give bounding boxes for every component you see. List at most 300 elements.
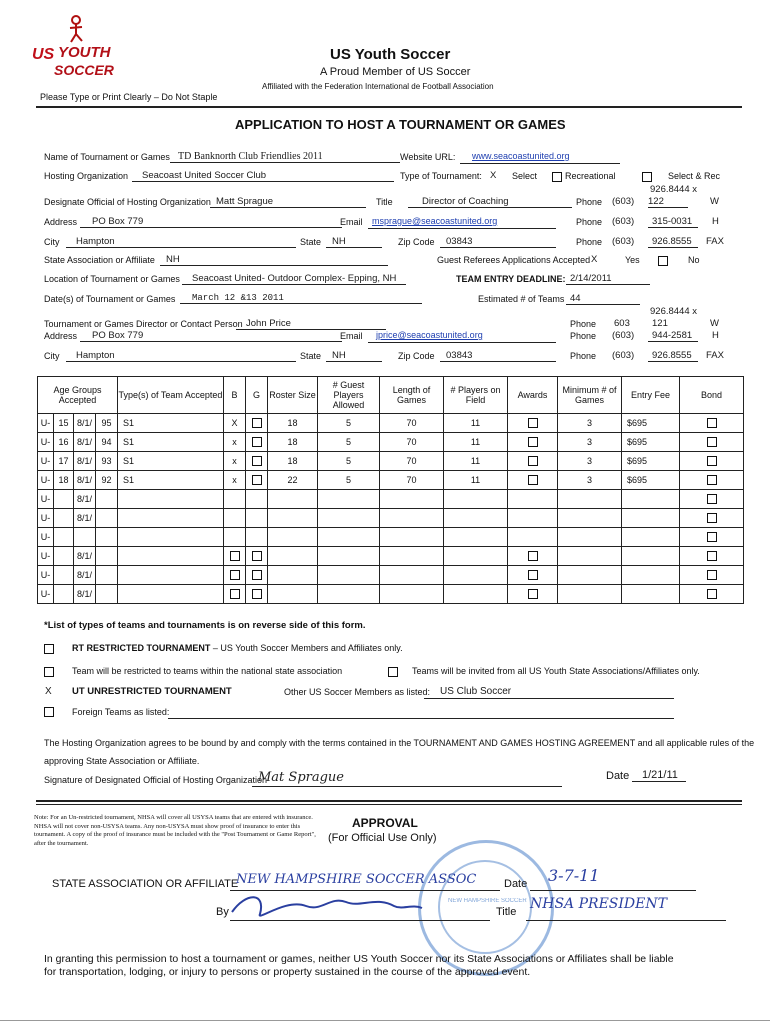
- cell-boys[interactable]: [224, 509, 246, 528]
- checkbox[interactable]: [528, 456, 538, 466]
- org-name: US Youth Soccer: [330, 46, 451, 63]
- est-teams-field[interactable]: 44: [566, 293, 640, 305]
- cell-age[interactable]: 17: [54, 452, 74, 471]
- cell-age[interactable]: [54, 490, 74, 509]
- checkbox[interactable]: [528, 570, 538, 580]
- checkbox[interactable]: [707, 551, 717, 561]
- cell-birth-date[interactable]: [74, 528, 96, 547]
- cell-team-type[interactable]: [118, 509, 224, 528]
- checkbox[interactable]: [707, 475, 717, 485]
- cell-guest[interactable]: 5: [318, 471, 380, 490]
- cell-u-prefix[interactable]: U-: [38, 490, 54, 509]
- cell-awards-checkbox[interactable]: [508, 471, 558, 490]
- cell-roster[interactable]: 18: [268, 414, 318, 433]
- date2-field[interactable]: 3-7-11: [548, 866, 600, 885]
- cell-length[interactable]: 70: [380, 433, 444, 452]
- email-field[interactable]: msprague@seacoastunited.org: [372, 216, 498, 226]
- cell-awards-checkbox[interactable]: [508, 509, 558, 528]
- phone3-area: (603): [612, 236, 635, 247]
- cell-fee[interactable]: $695: [622, 452, 680, 471]
- cell-boys[interactable]: x: [224, 471, 246, 490]
- phone3-type: FAX: [706, 236, 724, 247]
- cell-team-type[interactable]: [118, 547, 224, 566]
- deadline-field[interactable]: 2/14/2011: [566, 273, 650, 285]
- cell-bond-checkbox[interactable]: [680, 547, 744, 566]
- cell-guest[interactable]: [318, 528, 380, 547]
- cell-players[interactable]: 11: [444, 433, 508, 452]
- cell-length[interactable]: 70: [380, 452, 444, 471]
- rt-restricted-checkbox[interactable]: [44, 644, 54, 654]
- phone2-label: Phone: [576, 217, 603, 227]
- checkbox[interactable]: [252, 456, 262, 466]
- cell-players[interactable]: 11: [444, 471, 508, 490]
- deadline-label: TEAM ENTRY DEADLINE:: [456, 274, 566, 284]
- checkbox[interactable]: [707, 494, 717, 504]
- yes-label: Yes: [625, 255, 640, 265]
- cell-birth-date[interactable]: 8/1/: [74, 452, 96, 471]
- cell-birth-date[interactable]: 8/1/: [74, 471, 96, 490]
- dir-state-field[interactable]: NH: [326, 350, 382, 362]
- ut-mark[interactable]: X: [45, 686, 52, 697]
- cell-roster[interactable]: 18: [268, 452, 318, 471]
- address-field[interactable]: PO Box 779: [80, 216, 342, 228]
- approval-divider: [36, 800, 742, 802]
- checkbox[interactable]: [707, 418, 717, 428]
- cell-awards-checkbox[interactable]: [508, 433, 558, 452]
- cell-bond-checkbox[interactable]: [680, 585, 744, 604]
- cell-birth-date[interactable]: 8/1/: [74, 509, 96, 528]
- cell-team-type[interactable]: [118, 490, 224, 509]
- city-field[interactable]: Hampton: [66, 236, 296, 248]
- col-b: B: [224, 377, 246, 414]
- checkbox[interactable]: [252, 418, 262, 428]
- checkbox[interactable]: [707, 589, 717, 599]
- cell-length[interactable]: 70: [380, 414, 444, 433]
- recreational-label: Recreational: [565, 171, 616, 181]
- dir-phone1-label: Phone: [570, 319, 597, 329]
- cell-girls-checkbox[interactable]: [246, 585, 268, 604]
- recreational-checkbox[interactable]: [642, 172, 652, 182]
- hosting-org-field[interactable]: Seacoast United Soccer Club: [132, 170, 394, 182]
- cell-team-type[interactable]: S1: [118, 433, 224, 452]
- cell-fee[interactable]: $695: [622, 414, 680, 433]
- cell-boys[interactable]: [224, 566, 246, 585]
- cell-roster[interactable]: 22: [268, 471, 318, 490]
- dir-address-label: Address: [44, 331, 78, 341]
- cell-awards-checkbox[interactable]: [508, 547, 558, 566]
- state-label: State: [300, 237, 322, 247]
- cell-fee[interactable]: [622, 528, 680, 547]
- cell-birth-year[interactable]: [96, 566, 118, 585]
- cell-bond-checkbox[interactable]: [680, 414, 744, 433]
- tagline: A Proud Member of US Soccer: [320, 66, 471, 78]
- cell-guest[interactable]: 5: [318, 452, 380, 471]
- dir-phone1-field[interactable]: 121: [652, 318, 668, 329]
- cell-roster[interactable]: [268, 585, 318, 604]
- checkbox[interactable]: [252, 570, 262, 580]
- by-label: By: [216, 906, 229, 918]
- email-label: Email: [340, 217, 363, 227]
- director-field[interactable]: John Price: [236, 318, 386, 330]
- dates-field[interactable]: March 12 &13 2011: [180, 293, 422, 304]
- cell-girls-checkbox[interactable]: [246, 490, 268, 509]
- cell-u-prefix[interactable]: U-: [38, 471, 54, 490]
- checkbox[interactable]: [230, 570, 240, 580]
- col-guest: # Guest Players Allowed: [318, 377, 380, 414]
- cell-min-games[interactable]: [558, 509, 622, 528]
- designate-field[interactable]: Matt Sprague: [210, 196, 366, 208]
- cell-roster[interactable]: [268, 528, 318, 547]
- cell-awards-checkbox[interactable]: [508, 566, 558, 585]
- cell-birth-year[interactable]: [96, 490, 118, 509]
- cell-age[interactable]: [54, 585, 74, 604]
- cell-roster[interactable]: [268, 509, 318, 528]
- dir-state-label: State: [300, 351, 322, 361]
- website-label: Website URL:: [400, 152, 456, 162]
- cell-team-type[interactable]: [118, 585, 224, 604]
- insurance-note: Note: For an Un-restricted tournament, NHSA will cover all USYSA teams that are entered with insurance. NHSA will not cover non-USYSA teams. Any non-USYSA must show proof of insurance to enter this tournament. A copy of the proof of insurance must be included with the "Post Tournament or Game Report", after the tournament.: [34, 814, 316, 847]
- cell-birth-year[interactable]: [96, 528, 118, 547]
- table-row: [38, 566, 744, 585]
- phone1-type: W: [710, 196, 719, 207]
- logo: [30, 14, 120, 86]
- checkbox[interactable]: [707, 513, 717, 523]
- cell-length[interactable]: [380, 547, 444, 566]
- cell-u-prefix[interactable]: U-: [38, 566, 54, 585]
- checkbox[interactable]: [528, 589, 538, 599]
- cell-age[interactable]: 15: [54, 414, 74, 433]
- checkbox[interactable]: [230, 551, 240, 561]
- cell-length[interactable]: 70: [380, 471, 444, 490]
- logo-youth: YOUTH: [58, 44, 111, 61]
- cell-u-prefix[interactable]: U-: [38, 547, 54, 566]
- cell-birth-year[interactable]: 92: [96, 471, 118, 490]
- cell-players[interactable]: [444, 528, 508, 547]
- zip-field[interactable]: 03843: [440, 236, 556, 248]
- cell-min-games[interactable]: 3: [558, 433, 622, 452]
- cell-girls-checkbox[interactable]: [246, 452, 268, 471]
- cell-awards-checkbox[interactable]: [508, 528, 558, 547]
- cell-players[interactable]: [444, 547, 508, 566]
- signature-field[interactable]: Mat Sprague: [258, 770, 344, 785]
- cell-birth-year[interactable]: 93: [96, 452, 118, 471]
- cell-birth-date[interactable]: 8/1/: [74, 547, 96, 566]
- cell-girls-checkbox[interactable]: [246, 414, 268, 433]
- approval-subtitle: (For Official Use Only): [328, 832, 437, 844]
- cell-birth-date[interactable]: 8/1/: [74, 585, 96, 604]
- cell-birth-date[interactable]: 8/1/: [74, 566, 96, 585]
- guest-referees-label: Guest Referees Applications Accepted: [437, 255, 591, 265]
- signature-label: Signature of Designated Official of Hosting Organization: [44, 775, 267, 785]
- cell-roster[interactable]: 18: [268, 433, 318, 452]
- cell-fee[interactable]: [622, 566, 680, 585]
- cell-girls-checkbox[interactable]: [246, 471, 268, 490]
- dir-phone3-label: Phone: [570, 351, 597, 361]
- cell-guest[interactable]: [318, 547, 380, 566]
- cell-bond-checkbox[interactable]: [680, 433, 744, 452]
- cell-boys[interactable]: X: [224, 414, 246, 433]
- cell-u-prefix[interactable]: U-: [38, 509, 54, 528]
- checkbox[interactable]: [707, 456, 717, 466]
- cell-birth-year[interactable]: [96, 547, 118, 566]
- cell-guest[interactable]: 5: [318, 433, 380, 452]
- cell-fee[interactable]: [622, 490, 680, 509]
- cell-boys[interactable]: x: [224, 433, 246, 452]
- cell-guest[interactable]: [318, 566, 380, 585]
- cell-girls-checkbox[interactable]: [246, 433, 268, 452]
- cell-girls-checkbox[interactable]: [246, 509, 268, 528]
- select-checkbox[interactable]: [552, 172, 562, 182]
- checkbox[interactable]: [252, 437, 262, 447]
- cell-length[interactable]: [380, 490, 444, 509]
- agreement-line-1: The Hosting Organization agrees to be bound by and comply with the terms contained in the TOURNAMENT AND GAMES HOSTING AGREEMENT and all applicable rules of the: [44, 738, 755, 748]
- cell-players[interactable]: [444, 490, 508, 509]
- dir-phone3-type: FAX: [706, 350, 724, 361]
- cell-players[interactable]: 11: [444, 452, 508, 471]
- rt-restricted-desc: – US Youth Soccer Members and Affiliates only.: [210, 643, 403, 653]
- cell-players[interactable]: [444, 566, 508, 585]
- cell-boys[interactable]: [224, 547, 246, 566]
- cell-awards-checkbox[interactable]: [508, 490, 558, 509]
- cell-length[interactable]: [380, 566, 444, 585]
- phone2-area: (603): [612, 216, 635, 227]
- guest-referees-mark[interactable]: X: [591, 254, 598, 265]
- cell-guest[interactable]: [318, 509, 380, 528]
- cell-birth-year[interactable]: [96, 585, 118, 604]
- phone1-field[interactable]: 122: [648, 196, 688, 208]
- other-members-field[interactable]: US Club Soccer: [440, 686, 512, 697]
- cell-min-games[interactable]: 3: [558, 452, 622, 471]
- instructions: Please Type or Print Clearly – Do Not Staple: [40, 92, 218, 102]
- cell-min-games[interactable]: [558, 490, 622, 509]
- cell-bond-checkbox[interactable]: [680, 490, 744, 509]
- col-awards: Awards: [508, 377, 558, 414]
- cell-birth-year[interactable]: 94: [96, 433, 118, 452]
- table-row: [38, 547, 744, 566]
- cell-min-games[interactable]: [558, 566, 622, 585]
- cell-girls-checkbox[interactable]: [246, 566, 268, 585]
- table-row: [38, 433, 744, 452]
- cell-birth-date[interactable]: 8/1/: [74, 414, 96, 433]
- cell-bond-checkbox[interactable]: [680, 452, 744, 471]
- checkbox[interactable]: [252, 475, 262, 485]
- website-field[interactable]: www.seacoastunited.org: [472, 151, 570, 161]
- other-members-label: Other US Soccer Members as listed:: [284, 687, 431, 697]
- cell-birth-year[interactable]: [96, 509, 118, 528]
- cell-min-games[interactable]: 3: [558, 414, 622, 433]
- table-row: [38, 585, 744, 604]
- cell-girls-checkbox[interactable]: [246, 528, 268, 547]
- cell-fee[interactable]: $695: [622, 471, 680, 490]
- checkbox[interactable]: [252, 551, 262, 561]
- list-note: *List of types of teams and tournaments is on reverse side of this form.: [44, 620, 366, 631]
- header-divider: [36, 106, 742, 108]
- cell-fee[interactable]: [622, 585, 680, 604]
- cell-guest[interactable]: 5: [318, 414, 380, 433]
- dir-phone-extra: 926.8444 x: [650, 306, 698, 317]
- cell-players[interactable]: [444, 509, 508, 528]
- cell-bond-checkbox[interactable]: [680, 566, 744, 585]
- state-assoc-field[interactable]: NH: [160, 254, 388, 266]
- tournament-type-mark[interactable]: X: [490, 170, 497, 181]
- bottom-rule: [0, 1020, 770, 1021]
- cell-length[interactable]: [380, 509, 444, 528]
- dir-email-field[interactable]: jprice@seacoastunited.org: [376, 330, 483, 340]
- city-label: City: [44, 237, 60, 247]
- dir-phone2-field[interactable]: 944-2581: [648, 330, 698, 342]
- dir-city-field[interactable]: Hampton: [66, 350, 296, 362]
- cell-awards-checkbox[interactable]: [508, 585, 558, 604]
- cell-bond-checkbox[interactable]: [680, 509, 744, 528]
- title-field[interactable]: Director of Coaching: [408, 196, 572, 208]
- age-groups-table: [37, 376, 744, 604]
- yes-checkbox[interactable]: [658, 256, 668, 266]
- cell-length[interactable]: [380, 585, 444, 604]
- cell-min-games[interactable]: [558, 585, 622, 604]
- title2-field[interactable]: NHSA PRESIDENT: [530, 896, 667, 912]
- approval-title: APPROVAL: [352, 816, 418, 830]
- table-row: [38, 490, 744, 509]
- logo-soccer: SOCCER: [54, 62, 114, 78]
- cell-boys[interactable]: [224, 528, 246, 547]
- cell-team-type[interactable]: [118, 528, 224, 547]
- cell-awards-checkbox[interactable]: [508, 414, 558, 433]
- logo-us: US: [32, 46, 55, 63]
- cell-team-type[interactable]: S1: [118, 471, 224, 490]
- est-teams-label: Estimated # of Teams: [478, 294, 565, 304]
- invited-all-checkbox[interactable]: [388, 667, 398, 677]
- cell-boys[interactable]: [224, 585, 246, 604]
- table-row: [38, 509, 744, 528]
- designate-label: Designate Official of Hosting Organization: [44, 197, 211, 207]
- cell-roster[interactable]: [268, 566, 318, 585]
- cell-team-type[interactable]: [118, 566, 224, 585]
- cell-u-prefix[interactable]: U-: [38, 414, 54, 433]
- cell-min-games[interactable]: [558, 528, 622, 547]
- cell-birth-date[interactable]: 8/1/: [74, 433, 96, 452]
- col-roster: Roster Size: [268, 377, 318, 414]
- col-bond: Bond: [680, 377, 744, 414]
- cell-bond-checkbox[interactable]: [680, 471, 744, 490]
- state-assoc-label: State Association or Affiliate: [44, 255, 155, 265]
- state-assoc-approval-label: STATE ASSOCIATION OR AFFILIATE: [52, 878, 239, 890]
- cell-girls-checkbox[interactable]: [246, 547, 268, 566]
- dir-zip-label: Zip Code: [398, 351, 435, 361]
- tournament-name-field[interactable]: TD Banknorth Club Friendlies 2011: [170, 151, 400, 163]
- phone1-extra: 926.8444 x: [650, 184, 698, 195]
- cell-age[interactable]: 16: [54, 433, 74, 452]
- phone2-field[interactable]: 315-0031: [648, 216, 698, 228]
- checkbox[interactable]: [707, 532, 717, 542]
- checkbox[interactable]: [707, 437, 717, 447]
- title-label: Title: [376, 197, 393, 207]
- col-g: G: [246, 377, 268, 414]
- director-label: Tournament or Games Director or Contact Person: [44, 319, 243, 329]
- cell-team-type[interactable]: S1: [118, 414, 224, 433]
- tournament-type-label: Type of Tournament:: [400, 171, 482, 181]
- dir-phone3-field[interactable]: 926.8555: [648, 350, 698, 362]
- cell-u-prefix[interactable]: U-: [38, 585, 54, 604]
- phone3-field[interactable]: 926.8555: [648, 236, 698, 248]
- date-field[interactable]: 1/21/11: [632, 769, 686, 782]
- checkbox[interactable]: [528, 437, 538, 447]
- cell-bond-checkbox[interactable]: [680, 528, 744, 547]
- cell-awards-checkbox[interactable]: [508, 452, 558, 471]
- ut-unrestricted-label: UT UNRESTRICTED TOURNAMENT: [72, 686, 232, 697]
- cell-age[interactable]: 18: [54, 471, 74, 490]
- cell-roster[interactable]: [268, 490, 318, 509]
- phone1-area: (603): [612, 196, 635, 207]
- cell-age[interactable]: [54, 566, 74, 585]
- cell-guest[interactable]: [318, 490, 380, 509]
- state-field[interactable]: NH: [326, 236, 382, 248]
- cell-min-games[interactable]: 3: [558, 471, 622, 490]
- cell-birth-date[interactable]: 8/1/: [74, 490, 96, 509]
- dir-zip-field[interactable]: 03843: [440, 350, 556, 362]
- dir-email-label: Email: [340, 331, 363, 341]
- cell-team-type[interactable]: S1: [118, 452, 224, 471]
- cell-u-prefix[interactable]: U-: [38, 528, 54, 547]
- cell-birth-year[interactable]: 95: [96, 414, 118, 433]
- cell-guest[interactable]: [318, 585, 380, 604]
- soccer-player-icon: [62, 14, 92, 44]
- table-row: [38, 452, 744, 471]
- foreign-teams-label: Foreign Teams as listed:: [72, 707, 170, 717]
- dates-label: Date(s) of Tournament or Games: [44, 294, 176, 304]
- tournament-name-label: Name of Tournament or Games: [44, 152, 170, 162]
- cell-roster[interactable]: [268, 547, 318, 566]
- phone1-label: Phone: [576, 197, 603, 207]
- checkbox[interactable]: [252, 589, 262, 599]
- col-players: # Players on Field: [444, 377, 508, 414]
- checkbox[interactable]: [528, 418, 538, 428]
- cell-age[interactable]: [54, 509, 74, 528]
- cell-fee[interactable]: [622, 509, 680, 528]
- cell-boys[interactable]: [224, 490, 246, 509]
- cell-fee[interactable]: [622, 547, 680, 566]
- checkbox[interactable]: [528, 551, 538, 561]
- cell-fee[interactable]: $695: [622, 433, 680, 452]
- cell-u-prefix[interactable]: U-: [38, 452, 54, 471]
- cell-length[interactable]: [380, 528, 444, 547]
- restricted-national-checkbox[interactable]: [44, 667, 54, 677]
- address-label: Address: [44, 217, 78, 227]
- dir-phone2-label: Phone: [570, 331, 597, 341]
- cell-age[interactable]: [54, 528, 74, 547]
- checkbox[interactable]: [707, 570, 717, 580]
- checkbox[interactable]: [230, 589, 240, 599]
- cell-u-prefix[interactable]: U-: [38, 433, 54, 452]
- cell-min-games[interactable]: [558, 547, 622, 566]
- approver-signature: [226, 888, 426, 922]
- phone2-type: H: [712, 216, 719, 227]
- location-field[interactable]: Seacoast United- Outdoor Complex- Epping, NH: [182, 273, 406, 285]
- cell-age[interactable]: [54, 547, 74, 566]
- table-header-row: [38, 377, 744, 414]
- title2-label: Title: [496, 906, 517, 918]
- cell-players[interactable]: 11: [444, 414, 508, 433]
- phone3-label: Phone: [576, 237, 603, 247]
- rt-restricted-line: [72, 643, 403, 653]
- checkbox[interactable]: [528, 475, 538, 485]
- dir-address-field[interactable]: PO Box 779: [80, 330, 342, 342]
- dir-city-label: City: [44, 351, 60, 361]
- cell-boys[interactable]: x: [224, 452, 246, 471]
- cell-players[interactable]: [444, 585, 508, 604]
- zip-label: Zip Code: [398, 237, 435, 247]
- foreign-teams-checkbox[interactable]: [44, 707, 54, 717]
- state-assoc-approval-field[interactable]: NEW HAMPSHIRE SOCCER ASSOC: [236, 872, 477, 887]
